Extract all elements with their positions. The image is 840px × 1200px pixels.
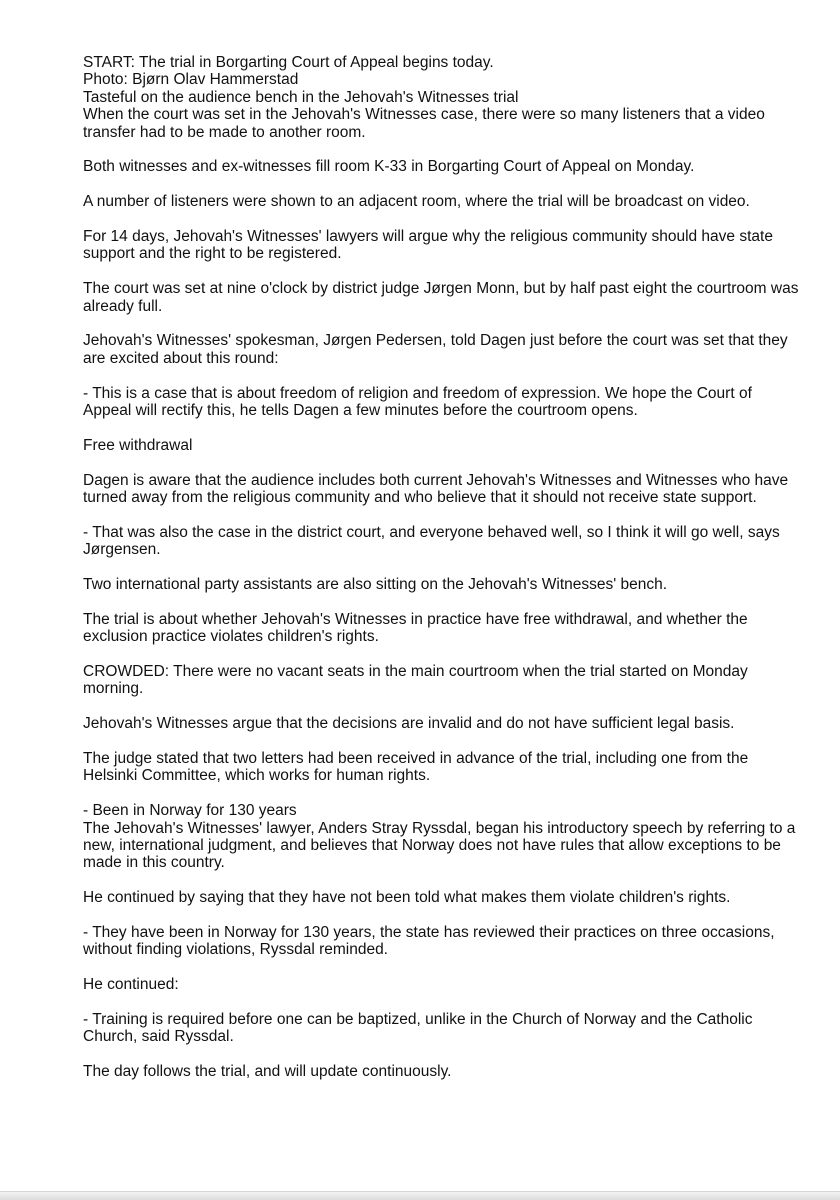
quote-paragraph: - They have been in Norway for 130 years, the state has reviewed their practices on three occasions, without finding violations, Ryssdal reminded. [83, 924, 775, 959]
paragraph: He continued by saying that they have not been told what makes them violate children's rights. [83, 889, 731, 907]
article-body [83, 54, 803, 1098]
paragraph: Dagen is aware that the audience includes both current Jehovah's Witnesses and Witnesses who have turned away from the religious community and who believe that it should not receive state support. [83, 471, 789, 507]
paragraph: He continued: [83, 976, 179, 994]
quote-paragraph: - That was also the case in the district court, and everyone behaved well, so I think it will go well, says Jørgensen. [83, 523, 780, 559]
paragraph: The judge stated that two letters had been received in advance of the trial, including one from the Helsinki Committee, which works for human rights. [83, 750, 749, 785]
photo-caption-crowded: CROWDED: There were no vacant seats in the main courtroom when the trial started on Monday morning. [83, 663, 748, 698]
paragraph: Both witnesses and ex-witnesses fill room K-33 in Borgarting Court of Appeal on Monday. [83, 158, 695, 176]
quote-paragraph: - This is a case that is about freedom of religion and freedom of expression. We hope the Court of Appeal will rectify this, he tells Dagen a few minutes before the courtroom opens. [83, 384, 752, 420]
paragraph: A number of listeners were shown to an adjacent room, where the trial will be broadcast on video. [83, 193, 750, 211]
paragraph: Jehovah's Witnesses argue that the decisions are invalid and do not have sufficient legal basis. [83, 715, 735, 733]
subheading-free-withdrawal: Free withdrawal [83, 436, 193, 454]
paragraph-start-caption: START: The trial in Borgarting Court of Appeal begins today. Photo: Bjørn Olav Hammerstad Tasteful on the audience bench in the Jehovah's Witnesses trial When the court was set in the Jehovah's Witnesses case, there were so many listeners that a video transfer had to be made to another room. [83, 54, 765, 141]
paragraph: The trial is about whether Jehovah's Witnesses in practice have free withdrawal, and whether the exclusion practice violates children's rights. [83, 610, 748, 646]
quote-paragraph: - Training is required before one can be baptized, unlike in the Church of Norway and the Catholic Church, said Ryssdal. [83, 1011, 753, 1046]
paragraph: The court was set at nine o'clock by district judge Jørgen Monn, but by half past eight the courtroom was already full. [83, 280, 799, 315]
paragraph: Jehovah's Witnesses' spokesman, Jørgen Pedersen, told Dagen just before the court was set that they are excited about this round: [83, 332, 788, 367]
subheading-paragraph: - Been in Norway for 130 years The Jehovah's Witnesses' lawyer, Anders Stray Ryssdal, began his introductory speech by referring to a new, international judgment, and believes that Norway does not have rules that allow exceptions to be made in this country. [83, 802, 796, 872]
page-bottom-edge [0, 1191, 840, 1200]
paragraph-closing: The day follows the trial, and will update continuously. [83, 1063, 452, 1081]
paragraph: Two international party assistants are also sitting on the Jehovah's Witnesses' bench. [83, 576, 668, 594]
paragraph: For 14 days, Jehovah's Witnesses' lawyers will argue why the religious community should have state support and the right to be registered. [83, 228, 773, 263]
